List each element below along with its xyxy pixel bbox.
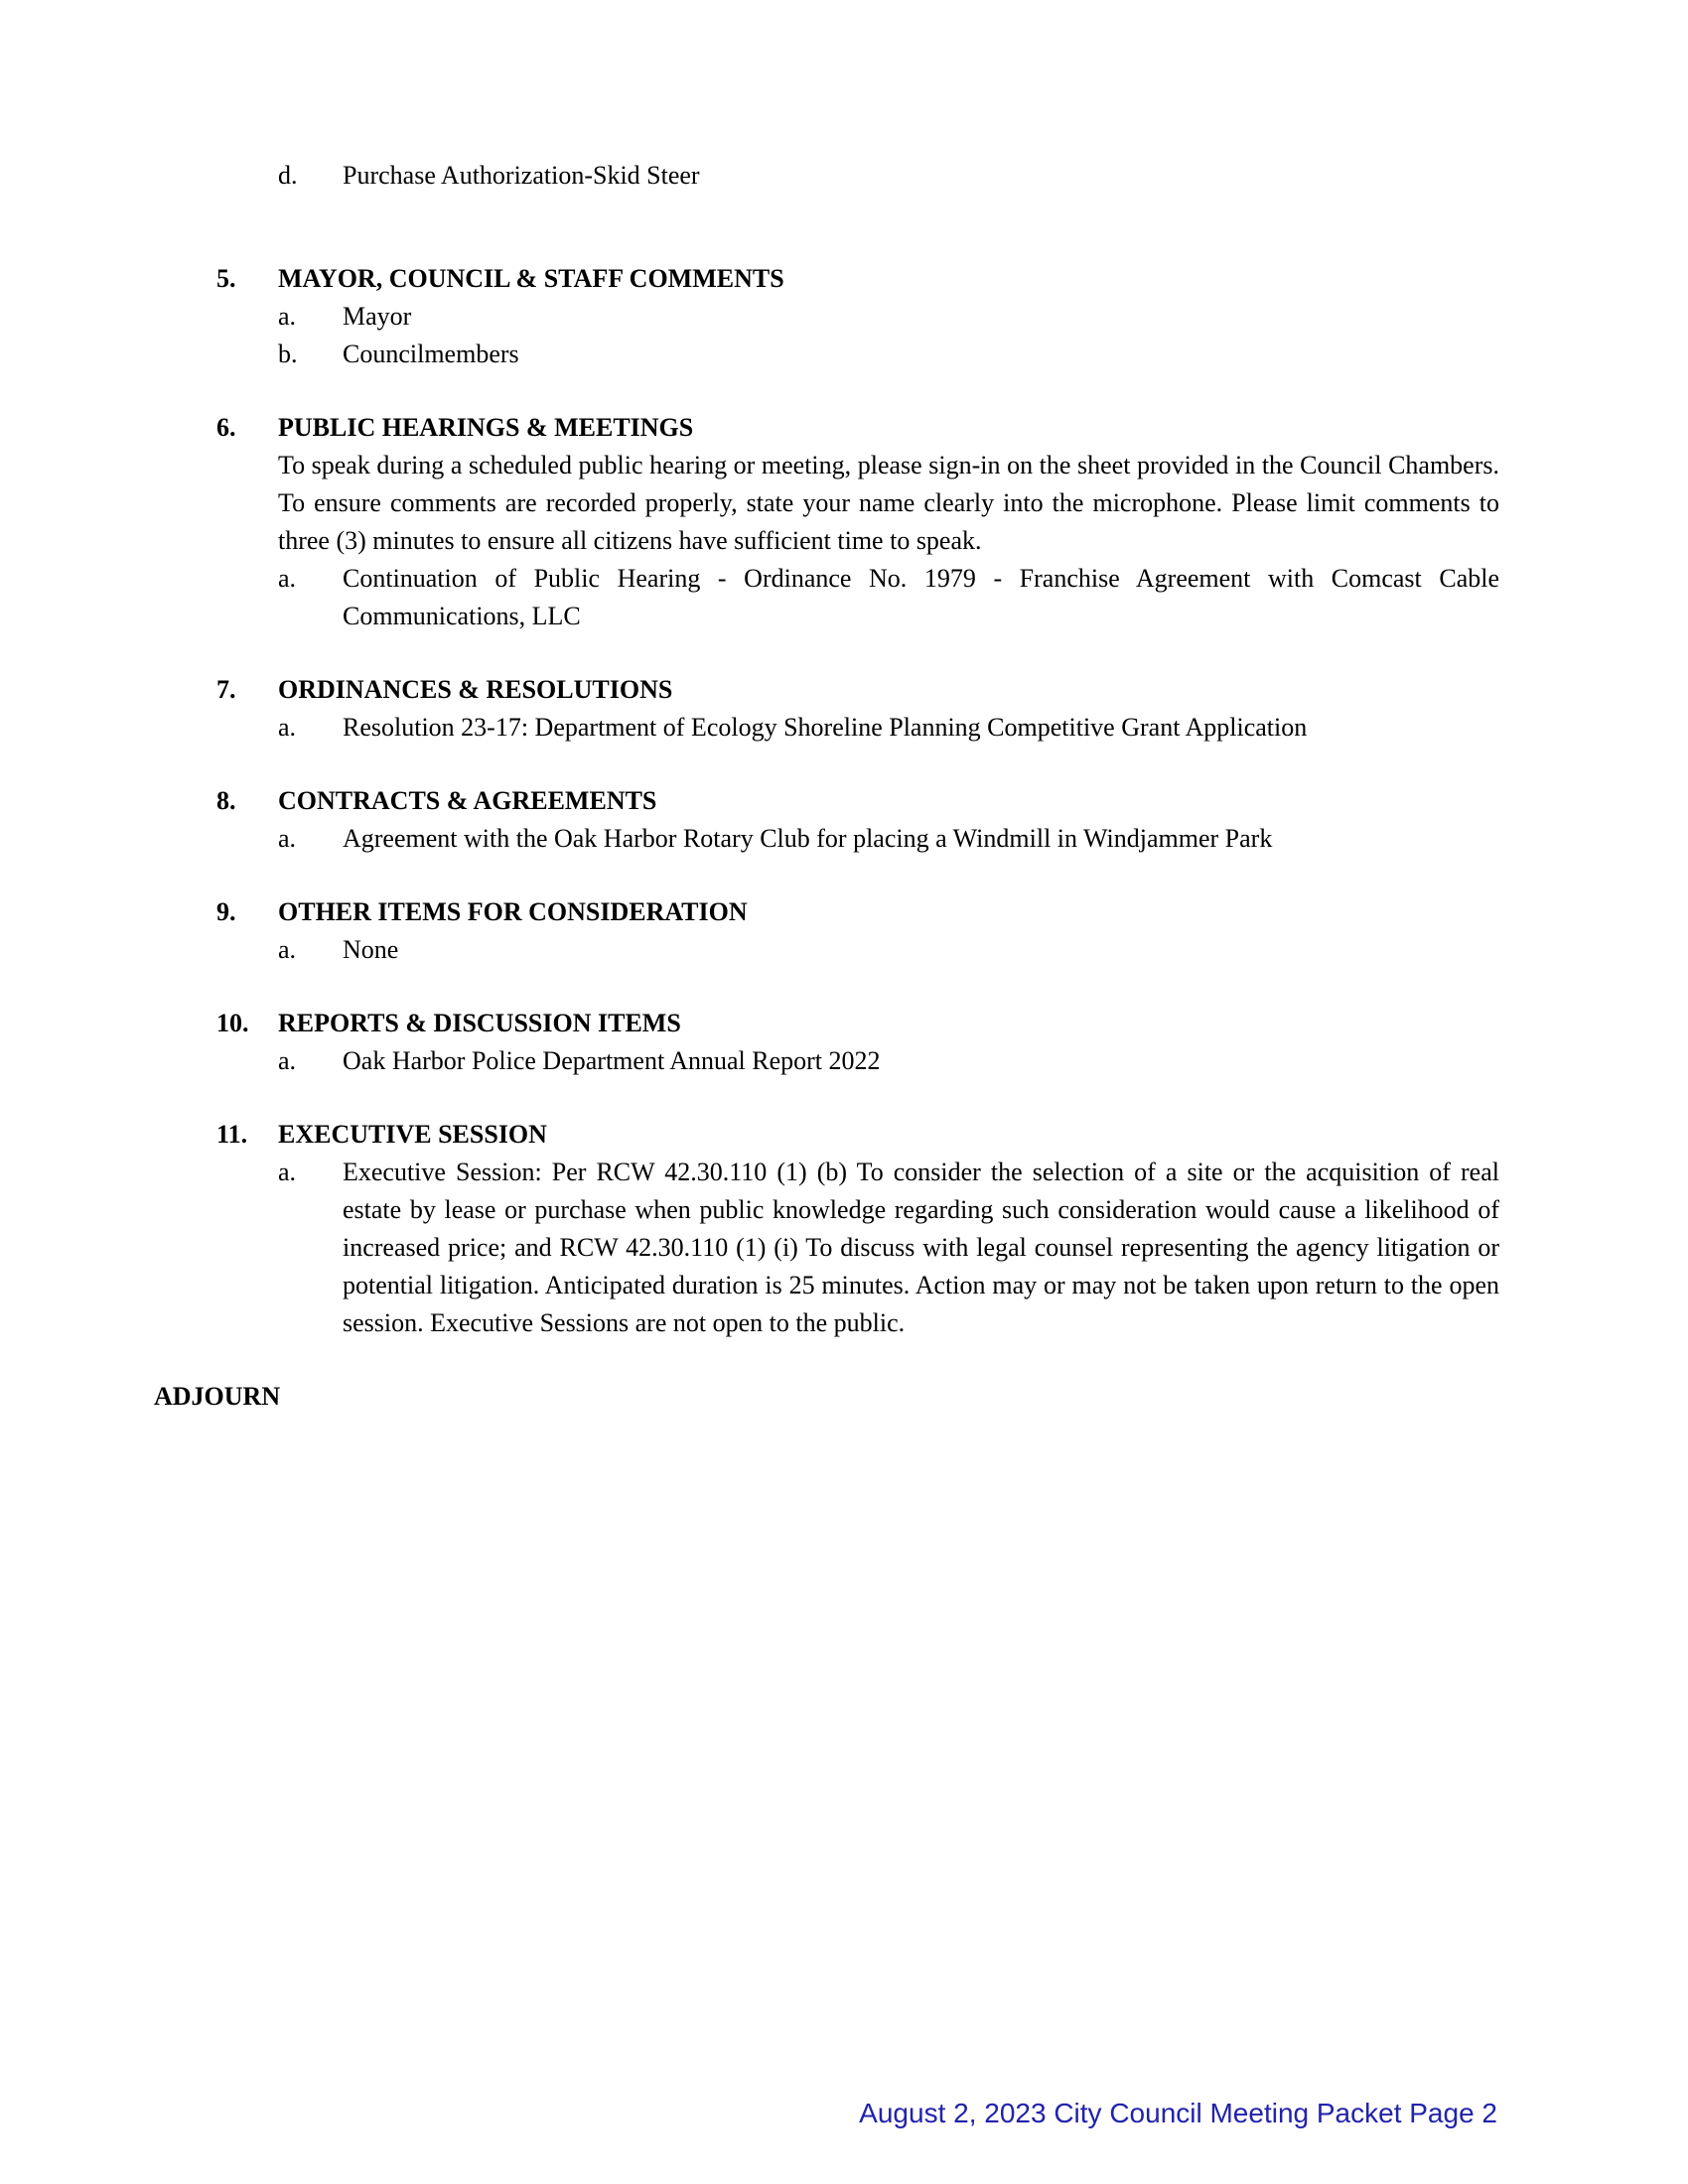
item-letter: a. — [278, 1046, 297, 1075]
section-items — [216, 709, 1499, 747]
item-letter: a. — [278, 564, 297, 593]
section-number: 11. — [216, 1120, 248, 1149]
section-title: MAYOR, COUNCIL & STAFF COMMENTS — [278, 264, 784, 293]
agenda-item — [278, 1154, 1499, 1342]
section-number: 7. — [216, 675, 236, 704]
agenda-section — [216, 409, 1499, 635]
item-letter: b. — [278, 340, 298, 368]
agenda-section — [216, 1005, 1499, 1080]
item-text: Agreement with the Oak Harbor Rotary Club for placing a Windmill in Windjammer Park — [343, 824, 1273, 853]
item-letter: a. — [278, 302, 297, 331]
item-letter: d. — [278, 161, 298, 190]
section-number: 6. — [216, 413, 236, 442]
section-number: 8. — [216, 786, 236, 815]
item-text: Councilmembers — [343, 340, 519, 368]
item-letter: a. — [278, 1158, 297, 1186]
section-items — [216, 820, 1499, 858]
item-letter: a. — [278, 824, 297, 853]
item-text: Oak Harbor Police Department Annual Report 2022 — [343, 1046, 881, 1075]
section-heading — [216, 893, 1499, 931]
agenda-section — [216, 260, 1499, 373]
section-items — [216, 1042, 1499, 1080]
section-heading — [216, 1116, 1499, 1154]
section-title: ORDINANCES & RESOLUTIONS — [278, 675, 673, 704]
agenda-section — [216, 1116, 1499, 1342]
section-title: REPORTS & DISCUSSION ITEMS — [278, 1009, 681, 1037]
agenda-item — [278, 1042, 1499, 1080]
item-letter: a. — [278, 713, 297, 742]
agenda-sections — [216, 260, 1499, 1342]
page-footer: August 2, 2023 City Council Meeting Packet Page 2 — [859, 2098, 1497, 2128]
agenda-section — [216, 893, 1499, 969]
item-text: Mayor — [343, 302, 412, 331]
agenda-item — [278, 820, 1499, 858]
agenda-item — [278, 157, 1499, 195]
adjourn-heading: ADJOURN — [154, 1382, 281, 1411]
item-text: Continuation of Public Hearing - Ordinance No. 1979 - Franchise Agreement with Comcast Cable Communications, LLC — [343, 564, 1499, 630]
agenda-item — [278, 336, 1499, 373]
item-text: Executive Session: Per RCW 42.30.110 (1) (b) To consider the selection of a site or the acquisition of real estate by lease or purchase when public knowledge regarding such consideration would cause a likelihood of increased price; and RCW 42.30.110 (1) (i) To discuss with legal counsel representing the agency litigation or potential litigation. Anticipated duration is 25 minutes. Action may or may not be taken upon return to the open session. Executive Sessions are not open to the public. — [343, 1158, 1499, 1337]
item-text: Resolution 23-17: Department of Ecology Shoreline Planning Competitive Grant Application — [343, 713, 1308, 742]
section-title: OTHER ITEMS FOR CONSIDERATION — [278, 897, 748, 926]
section-items — [216, 298, 1499, 373]
section-items — [216, 560, 1499, 635]
section-items — [216, 1154, 1499, 1342]
agenda-item — [278, 931, 1499, 969]
agenda-item — [278, 560, 1499, 635]
agenda-section — [216, 671, 1499, 747]
agenda-item — [278, 298, 1499, 336]
section-number: 10. — [216, 1009, 249, 1037]
section-heading — [216, 260, 1499, 298]
agenda-section — [216, 782, 1499, 858]
section-number: 5. — [216, 264, 236, 293]
item-letter: a. — [278, 935, 297, 964]
section-heading — [216, 671, 1499, 709]
item-text: None — [343, 935, 399, 964]
section-number: 9. — [216, 897, 236, 926]
section-heading — [216, 409, 1499, 447]
item-text: Purchase Authorization-Skid Steer — [343, 161, 700, 190]
section-title: PUBLIC HEARINGS & MEETINGS — [278, 413, 694, 442]
section-items — [216, 931, 1499, 969]
section-heading — [216, 1005, 1499, 1042]
agenda-item — [278, 709, 1499, 747]
section-title: EXECUTIVE SESSION — [278, 1120, 547, 1149]
section-title: CONTRACTS & AGREEMENTS — [278, 786, 657, 815]
section-intro: To speak during a scheduled public hearing or meeting, please sign-in on the sheet provided in the Council Chambers. To ensure comments are recorded properly, state your name clearly into the microphone. Please limit comments to three (3) minutes to ensure all citizens have sufficient time to speak. — [278, 451, 1499, 555]
section-heading — [216, 782, 1499, 820]
